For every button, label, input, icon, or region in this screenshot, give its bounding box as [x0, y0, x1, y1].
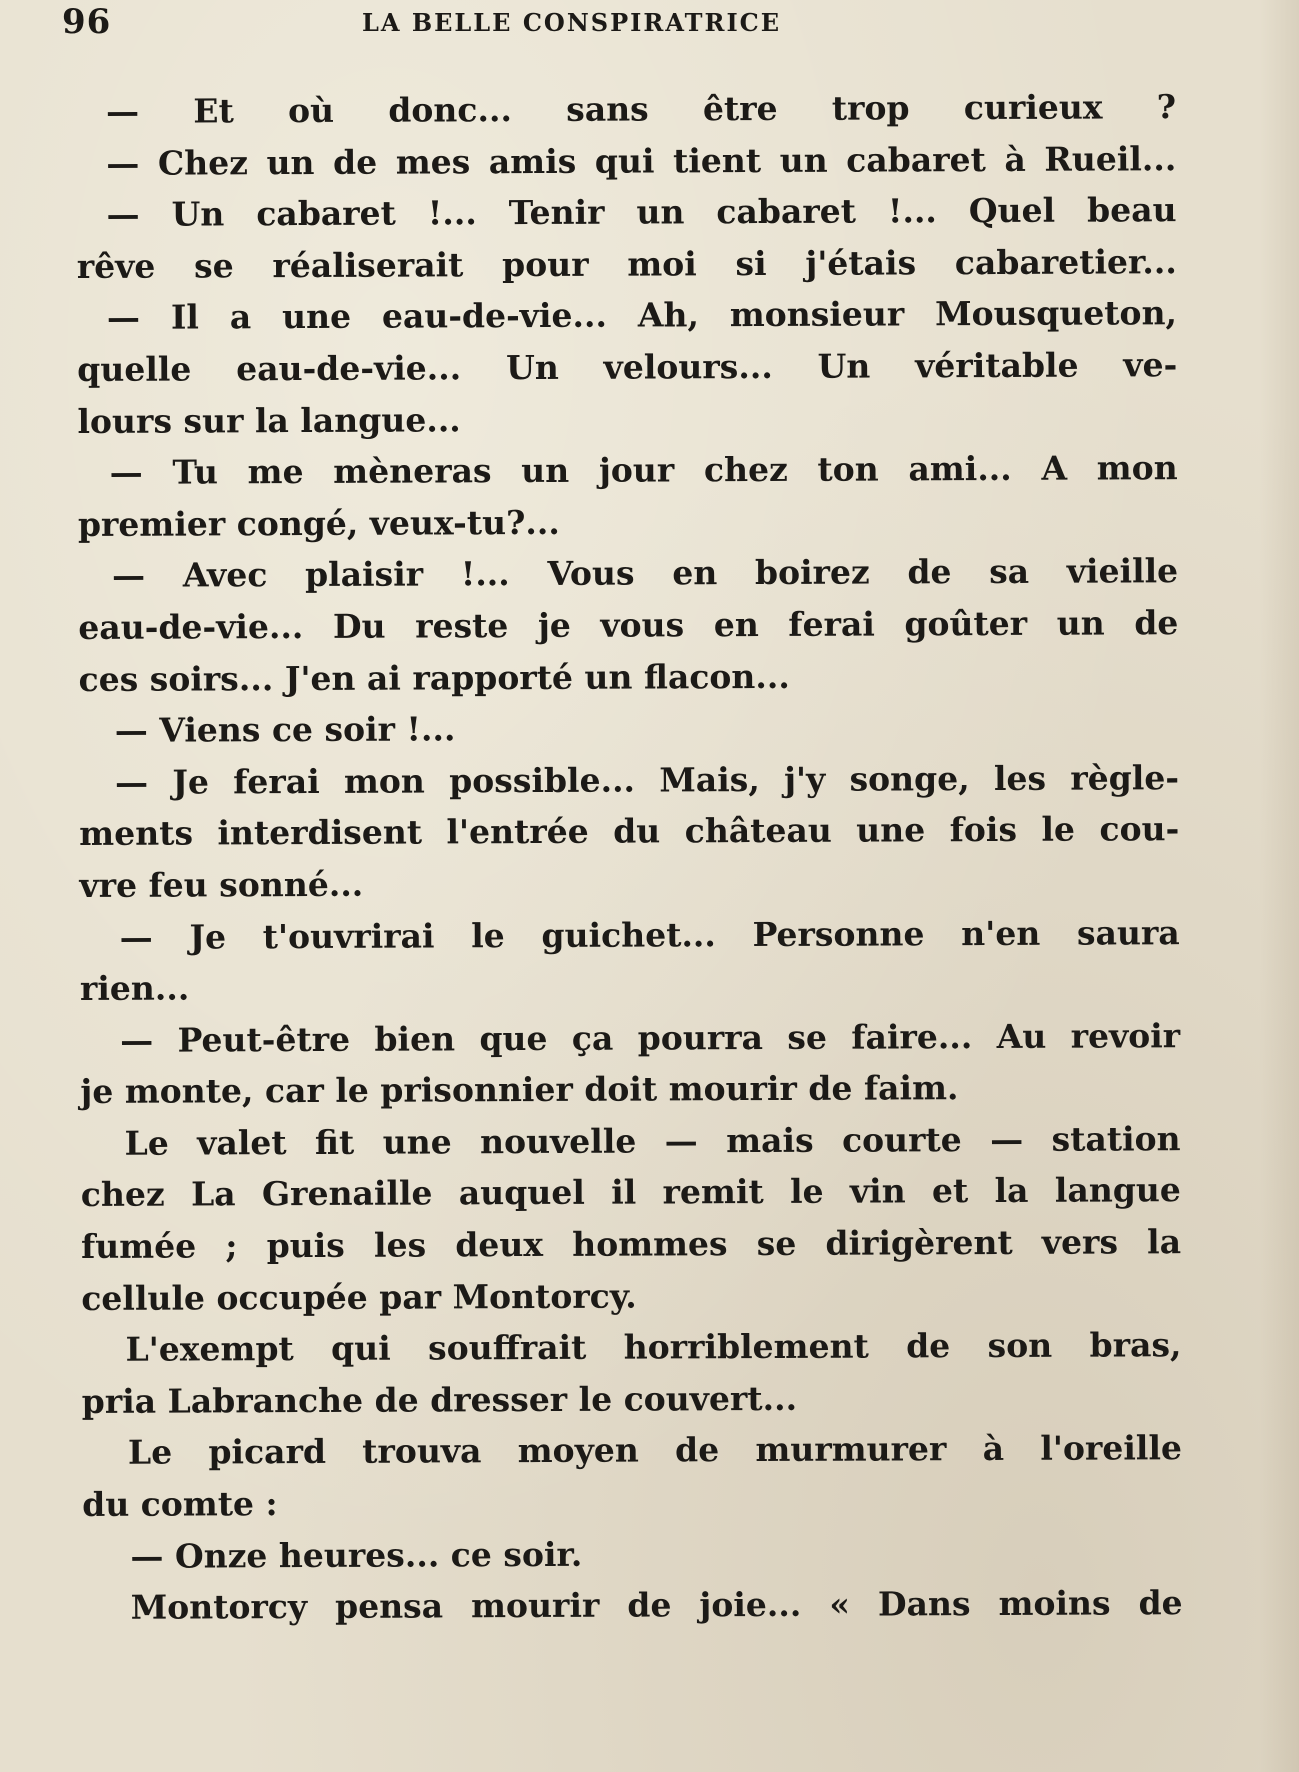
text-line: quelle eau-de-vie... Un velours... Un véritable ve-	[77, 345, 1178, 389]
text-line: eau-de-vie... Du reste je vous en ferai goûter un de	[78, 603, 1179, 647]
page-number: 96	[62, 2, 112, 42]
text-line: — Peut-être bien que ça pourra se faire... Au revoir	[120, 1015, 1181, 1060]
text-line: cellule occupée par Montorcy.	[81, 1276, 637, 1318]
text-line: rêve se réaliserait pour moi si j'étais cabaretier...	[76, 241, 1177, 286]
text-line: Montorcy pensa mourir de joie... « Dans moins de	[130, 1583, 1183, 1627]
text-line: Le picard trouva moyen de murmurer à l'oreille	[127, 1428, 1183, 1473]
text-line: — Tu me mèneras un jour chez ton ami... A mon	[109, 448, 1178, 493]
body-text	[76, 81, 1183, 1634]
text-line: — Je t'ouvrirai le guichet... Personne n'en saura	[119, 912, 1180, 957]
text-line: Le valet fit une nouvelle — mais courte — station	[124, 1119, 1181, 1163]
text-line: vre feu sonné...	[79, 864, 364, 905]
text-line: — Je ferai mon possible... Mais, j'y songe, les règle-	[114, 757, 1180, 802]
text-line: fumée ; puis les deux hommes se dirigèrent vers la	[80, 1222, 1182, 1267]
text-line: — Onze heures... ce soir.	[130, 1534, 583, 1576]
text-line: — Viens ce soir !...	[114, 709, 456, 750]
text-line: — Chez un de mes amis qui tient un cabaret à Rueil...	[106, 138, 1177, 183]
text-line: L'exempt qui souffrait horriblement de son bras,	[125, 1325, 1182, 1370]
text-line: lours sur la langue...	[77, 399, 461, 441]
text-line: chez La Grenaille auquel il remit le vin et la langue	[80, 1170, 1181, 1215]
text-line: — Avec plaisir !... Vous en boirez de sa vieille	[112, 551, 1179, 596]
text-line: pria Labranche de dresser le couvert...	[81, 1378, 798, 1421]
text-line: premier congé, veux-tu?...	[77, 502, 560, 544]
text-line: ces soirs... J'en ai rapporté un flacon...	[78, 656, 790, 699]
text-line: du comte :	[82, 1484, 278, 1525]
text-line: — Et où donc... sans être trop curieux ?	[106, 87, 1177, 131]
text-line: rien...	[79, 968, 190, 1009]
text-line: — Il a une eau-de-vie... Ah, monsieur Mousqueton,	[106, 293, 1178, 338]
text-line: ments interdisent l'entrée du château une fois le cou-	[79, 809, 1180, 854]
text-line: je monte, car le prisonnier doit mourir de faim.	[80, 1068, 959, 1112]
running-head	[62, 2, 1182, 42]
text-line: — Un cabaret !... Tenir un cabaret !... Quel beau	[106, 190, 1177, 235]
page-edge-shadow	[1259, 0, 1299, 1772]
running-title: LA BELLE CONSPIRATRICE	[362, 8, 782, 37]
